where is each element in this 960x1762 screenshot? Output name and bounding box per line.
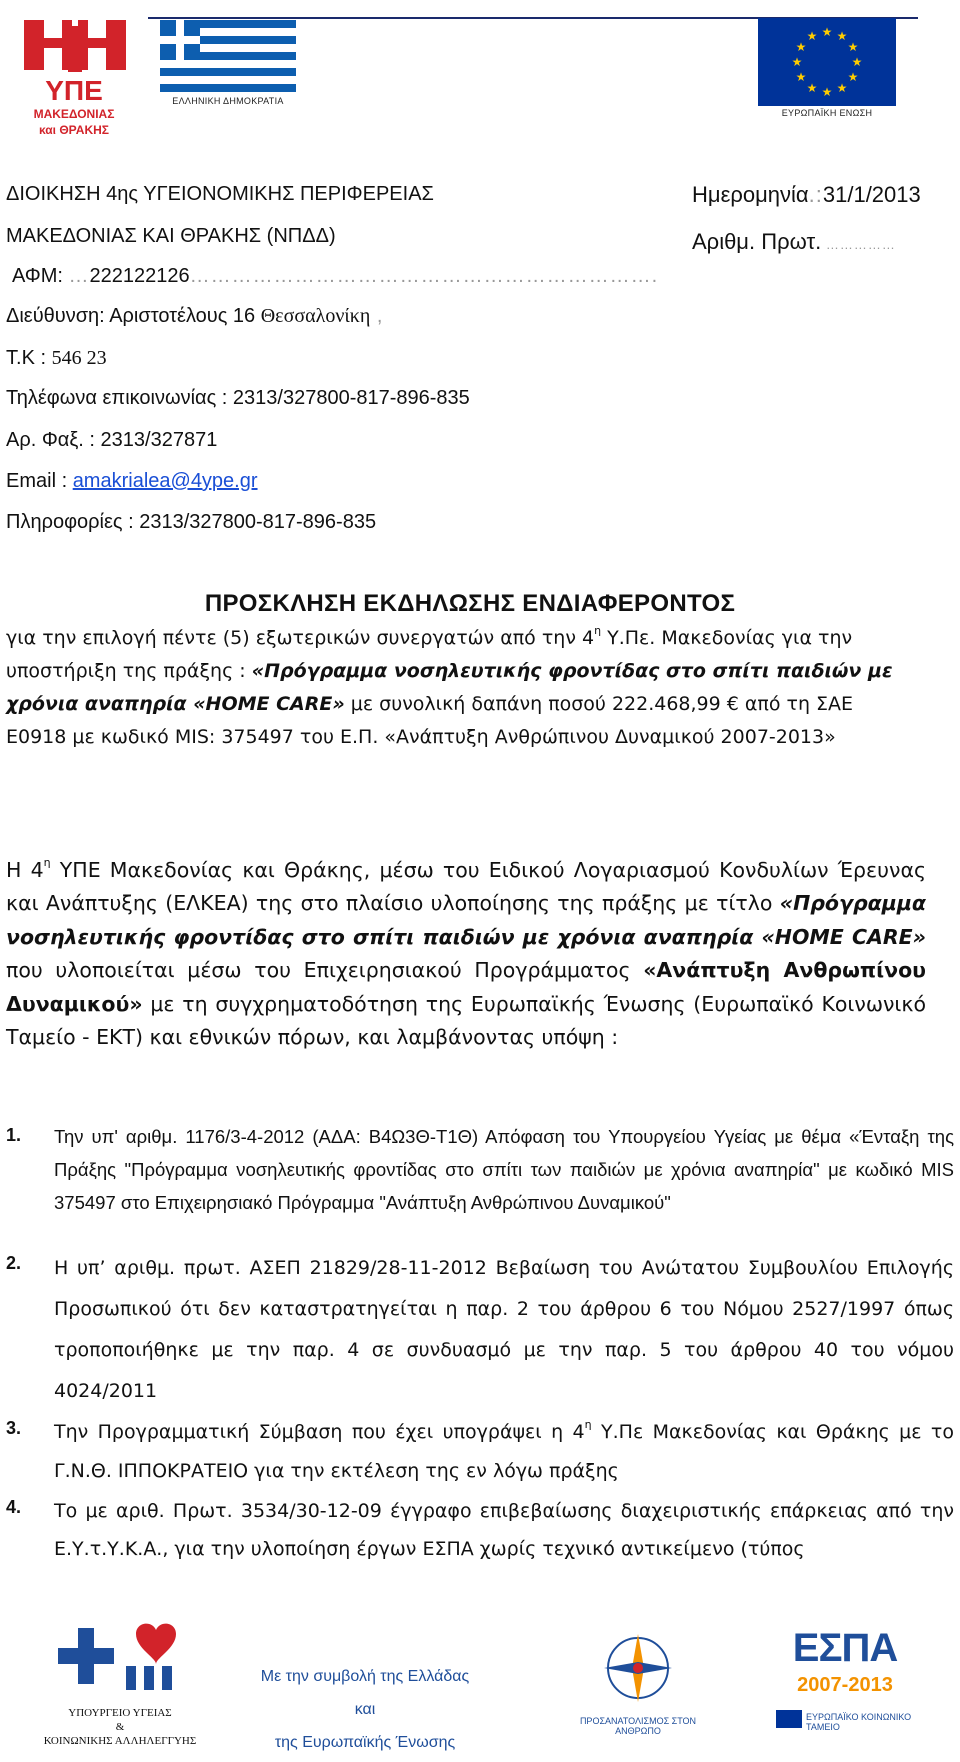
address-trail: , [370,305,384,327]
date-label: Ημερομηνία [692,182,809,207]
address-label: Διεύθυνση: Αριστοτέλους 16 [6,305,261,327]
svg-text:★: ★ [821,25,833,39]
svg-text:★: ★ [791,55,803,69]
list-item-number-4: 4. [6,1497,22,1517]
eu-flag [758,18,896,120]
afm-line [12,264,658,288]
ministry-name-line-1: ΥΠΟΥΡΓΕΙΟ ΥΓΕΙΑΣ [68,1707,172,1719]
intro-paragraph: Η $4^\eta$ ΥΠΕ Μακεδονίας και Θράκης, μέσω του Ειδικού Λογαριασμού Κονδυλίων Έρευνας και Ανάπτυξης (ΕΛΚΕΑ) της στο πλαίσιο υλοποίησης της πράξης με τίτλο «Πρόγραμμα νοσηλευτικής φροντίδας στο σπίτι παιδιών με χρόνια αναπηρία «HOME CARE» που υλοποιείται μέσω του Επιχειρησιακού Προγράμματος «Ανάπτυξη Ανθρωπίνου Δυναμικού» με τη συγχρηματοδότηση της Ευρωπαϊκής Ένωσης (Ευρωπαϊκό Κοινωνικό Ταμείο - ΕΚΤ) και εθνικών πόρων, και λαμβάνοντας υπόψη : [6,856,926,1050]
cofunding-line-1: Με την συμβολή της Ελλάδας [260,1668,470,1685]
list-item-1: Την υπ' αριθμ. 1176/3-4-2012 (ΑΔΑ: Β4Ω3Θ-Τ1Θ) Απόφαση του Υπουργείου Υγείας με θέμα «Ένταξη της Πράξης "Πρόγραμμα νοσηλευτικής φροντίδας στο σπίτι των παιδιών με χρόνια αναπηρία" με κωδικό MIS 375497 στο Επιχειρησιακό Πρόγραμμα "Ανάπτυξη Ανθρώπινου Δυναμικού" [54,1126,954,1213]
list-item-number-2: 2. [6,1253,22,1273]
date-separator: .: [808,182,823,207]
list-item-number-1: 1. [6,1125,22,1145]
email-link[interactable]: amakrialea@4ype.gr [72,470,258,492]
afm-value: 222122126 [89,265,190,287]
espa-years: 2007-2013 [797,1674,893,1696]
greek-flag-caption: ΕΛΛΗΝΙΚΗ ΔΗΜΟΚΡΑΤΙΑ [172,96,284,106]
date-value: 31/1/2013 [822,182,921,207]
ype-logo [14,12,134,147]
svg-text:ΜΑΚΕΔΟΝΙΑΣ: ΜΑΚΕΔΟΝΙΑΣ [33,107,115,121]
cofunding-statement [250,1660,480,1759]
list-item-3: Την Προγραμματική Σύμβαση που έχει υπογράψει η $4^\eta$ Υ.Πε Μακεδονίας και Θράκης με το Γ.Ν.Θ. ΙΠΠΟΚΡΑΤΕΙΟ για την εκτέλεση της εν λόγω πράξης [54,1417,954,1482]
phones-line: Τηλέφωνα επικοινωνίας : 2313/327800-817-896-835 [6,387,470,409]
fax-line: Αρ. Φαξ. : 2313/327871 [6,429,218,451]
svg-text:★: ★ [836,29,848,43]
list-item-4: Το με αριθ. Πρωτ. 3534/30-12-09 έγγραφο επιβεβαίωσης διαχειριστικής επάρκειας από την Ε.Υ.τ.Υ.Κ.Α., για την υλοποίηση έργων ΕΣΠΑ χωρίς τεχνικό αντικείμενο (τύπος [54,1500,954,1560]
subtitle-paragraph [6,622,926,754]
svg-text:★: ★ [806,81,818,95]
list-item-number-3: 3. [6,1418,22,1438]
cofunding-line-2: και [354,1701,376,1718]
svg-text:★: ★ [836,81,848,95]
svg-text:★: ★ [795,40,807,54]
ministry-name-line-2: & [115,1721,125,1733]
authority-line-2: ΜΑΚΕΔΟΝΙΑΣ ΚΑΙ ΘΡΑΚΗΣ (ΝΠΔΔ) [6,225,336,247]
svg-text:και ΘΡΑΚΗΣ: και ΘΡΑΚΗΣ [39,123,109,137]
ministry-name-line-3: ΚΟΙΝΩΝΙΚΗΣ ΑΛΛΗΛΕΓΓΥΗΣ [43,1735,197,1747]
postcode-line [6,346,107,370]
cofunding-line-3: της Ευρωπαϊκής Ένωσης [274,1734,456,1751]
afm-dots-right: …………………………………………………………. [189,265,659,287]
postcode-value: 546 23 [51,347,107,369]
svg-text:★: ★ [851,55,863,69]
espa-title: ΕΣΠΑ [792,1626,898,1670]
email-label: Email : [6,470,73,492]
ministry-logo [40,1614,200,1754]
authority-line-1: ΔΙΟΙΚΗΣΗ 4ης ΥΓΕΙΟΝΟΜΙΚΗΣ ΠΕΡΙΦΕΡΕΙΑΣ [6,183,434,205]
protocol-line [692,229,896,255]
list-item-2: Η υπ’ αριθμ. πρωτ. ΑΣΕΠ 21829/28-11-2012 Βεβαίωση του Ανώτατου Συμβουλίου Επιλογής Προσωπικού ότι δεν καταστρατηγείται η παρ. 2 του άρθρου 6 του Νόμου 2527/1997 όπως τροποποιήθηκε με την παρ. 4 σε συνδυασμό με την παρ. 5 του άρθρου 40 του νόμου 4024/2011 [54,1257,954,1402]
greek-flag [160,20,296,110]
protocol-dots: …………… [821,237,896,252]
op-logo [568,1630,708,1750]
eu-mini-flag-icon [776,1710,802,1728]
info-line: Πληροφορίες : 2313/327800-817-896-835 [6,511,377,533]
svg-text:★: ★ [806,29,818,43]
op-logo-caption: ΠΡΟΣΑΝΑΤΟΛΙΣΜΟΣ ΣΤΟΝ ΑΝΘΡΩΠΟ [579,1716,697,1736]
espa-fund-caption: ΕΥΡΩΠΑΪΚΟ ΚΟΙΝΩΝΙΚΟ ΤΑΜΕΙΟ [806,1712,912,1732]
svg-text:★: ★ [821,85,833,99]
svg-text:★: ★ [847,70,859,84]
espa-logo [770,1626,920,1750]
protocol-label: Αριθμ. Πρωτ. [692,229,822,254]
afm-dots-left: … [68,265,90,287]
afm-label: ΑΦΜ: [12,265,69,287]
date-line [692,182,921,208]
address-line [6,304,383,328]
email-line [6,469,258,493]
svg-text:★: ★ [847,40,859,54]
address-city: Θεσσαλονίκη [260,305,371,327]
subtitle-line-3: χρόνια αναπηρία «HOME CARE» με συνολική δαπάνη ποσού 222.468,99 € από τη ΣΑΕ [6,693,854,715]
eu-flag-caption: ΕΥΡΩΠΑΪΚΗ ΕΝΩΣΗ [781,108,873,118]
subtitle-line-2: υποστήριξη της πράξης : «Πρόγραμμα νοσηλευτικής φροντίδας στο σπίτι παιδιών με [6,660,893,682]
page-title: ΠΡΟΣΚΛΗΣΗ ΕΚΔΗΛΩΣΗΣ ΕΝΔΙΑΦΕΡΟΝΤΟΣ [204,590,736,617]
postcode-label: Τ.Κ : [6,347,52,369]
subtitle-line-1: για την επιλογή πέντε (5) εξωτερικών συνεργατών από την $4^\eta$ Υ.Πε. Μακεδονίας για την [6,623,853,649]
svg-text:★: ★ [795,70,807,84]
svg-text:ΥΠΕ: ΥΠΕ [45,75,103,106]
subtitle-line-4: Ε0918 με κωδικό MIS: 375497 του Ε.Π. «Ανάπτυξη Ανθρώπινου Δυναμικού 2007-2013» [6,726,836,748]
